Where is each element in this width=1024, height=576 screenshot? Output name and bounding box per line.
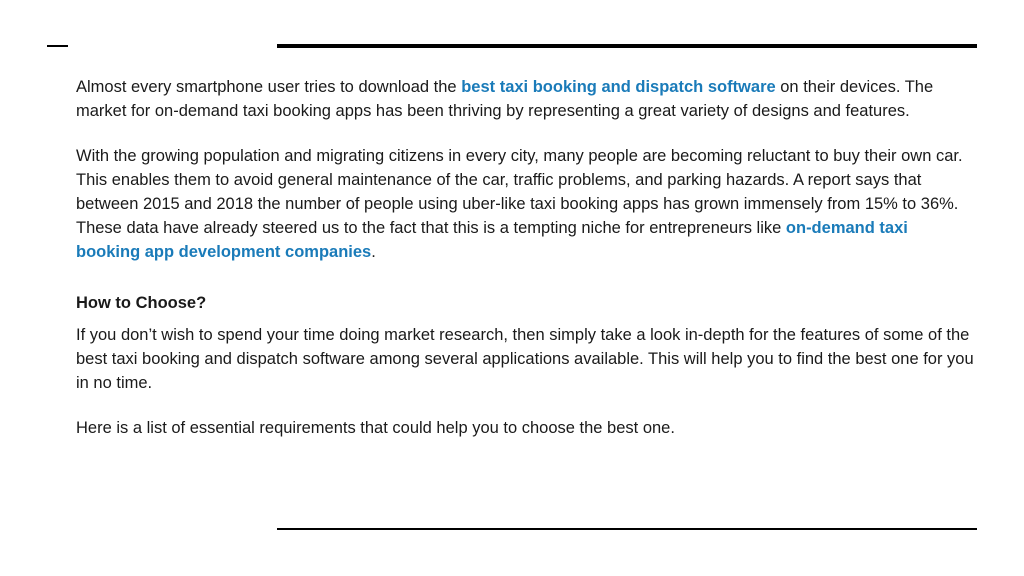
market-paragraph (76, 144, 976, 264)
top-divider (277, 44, 977, 48)
slide-dash-mark (47, 45, 68, 47)
bottom-divider (277, 528, 977, 530)
market-text-after: . (371, 243, 376, 261)
research-paragraph: If you don’t wish to spend your time doing market research, then simply take a look in-depth for the features of some of the best taxi booking and dispatch software among several applications available. This will help you to find the best one for you in no time. (76, 326, 974, 392)
slide-body (76, 75, 976, 440)
market-text-before: With the growing population and migrating citizens in every city, many people are becoming reluctant to buy their own car. This enables them to avoid general maintenance of the car, traffic problems, and parking hazards. A report says that between 2015 and 2018 the number of people using uber-like taxi booking apps has grown immensely from 15% to 36%. These data have already steered us to the fact that this is a tempting niche for entrepreneurs like (76, 147, 963, 237)
taxi-software-link[interactable]: best taxi booking and dispatch software (461, 78, 776, 96)
intro-text-before: Almost every smartphone user tries to download the (76, 78, 462, 96)
intro-paragraph (76, 75, 976, 123)
intro-text-after: on their devices. The market for on-demand taxi booking apps has been thriving by representing a great variety of designs and features. (76, 78, 934, 120)
section-heading: How to Choose? (76, 294, 207, 312)
app-development-link[interactable]: on-demand taxi booking app development companies (76, 219, 908, 261)
requirements-paragraph: Here is a list of essential requirements that could help you to choose the best one. (76, 419, 675, 437)
